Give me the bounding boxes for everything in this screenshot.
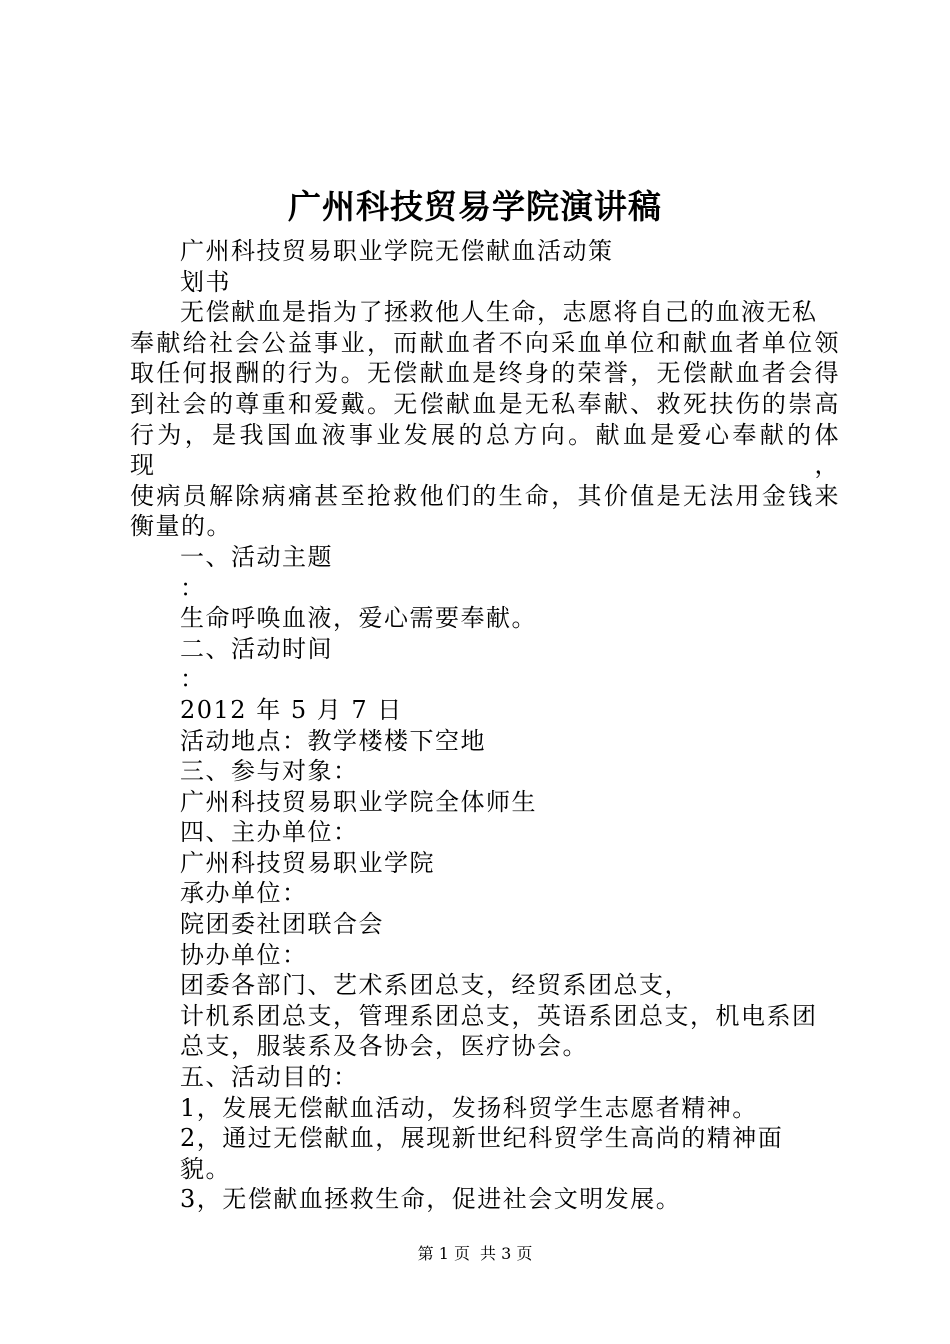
body-line: 承办单位： bbox=[180, 879, 308, 908]
body-line: 院团委社团联合会 bbox=[180, 910, 384, 939]
page-footer bbox=[0, 1243, 950, 1265]
body-line: 总支，服装系及各协会，医疗协会。 bbox=[180, 1032, 588, 1061]
section-heading: 二、活动时间 bbox=[180, 634, 333, 663]
body-line: 奉献给社会公益事业，而献血者不向采血单位和献血者单位领 bbox=[130, 328, 840, 357]
body-line: 协办单位： bbox=[180, 940, 308, 969]
section-heading: 四、主办单位： bbox=[180, 818, 359, 847]
document-body bbox=[130, 236, 840, 1215]
body-line: 使病员解除病痛甚至抢救他们的生命，其价值是无法用金钱来 bbox=[130, 481, 840, 510]
body-line: 1，发展无偿献血活动，发扬科贸学生志愿者精神。 bbox=[180, 1093, 758, 1122]
body-line: 划书 bbox=[180, 267, 231, 296]
body-line: 2012 年 5 月 7 日 bbox=[180, 695, 403, 724]
page-total: 共 3 页 bbox=[480, 1244, 533, 1263]
document-title: 广州科技贸易学院演讲稿 bbox=[288, 187, 662, 226]
page-number: 第 1 页 bbox=[417, 1244, 470, 1263]
section-heading: 一、活动主题 bbox=[180, 542, 333, 571]
body-line: 生命呼唤血液，爱心需要奉献。 bbox=[180, 604, 537, 633]
body-line: 行为，是我国血液事业发展的总方向。献血是爱心奉献的体现， bbox=[130, 420, 840, 480]
body-line: 广州科技贸易职业学院全体师生 bbox=[180, 787, 537, 816]
body-line: 活动地点：教学楼楼下空地 bbox=[180, 726, 486, 755]
section-heading: 五、活动目的： bbox=[180, 1063, 359, 1092]
body-line: 貌。 bbox=[180, 1154, 231, 1183]
body-line: 无偿献血是指为了拯救他人生命，志愿将自己的血液无私 bbox=[180, 298, 818, 327]
body-line: ： bbox=[180, 573, 206, 602]
body-line: 团委各部门、艺术系团总支，经贸系团总支， bbox=[180, 971, 690, 1000]
body-line: 2，通过无偿献血，展现新世纪科贸学生高尚的精神面 bbox=[180, 1124, 784, 1153]
body-line: 取任何报酬的行为。无偿献血是终身的荣誉，无偿献血者会得 bbox=[130, 359, 840, 388]
body-line: 3，无偿献血拯救生命，促进社会文明发展。 bbox=[180, 1185, 682, 1214]
body-line: 到社会的尊重和爱戴。无偿献血是无私奉献、救死扶伤的崇高 bbox=[130, 389, 840, 418]
body-line: 计机系团总支，管理系团总支，英语系团总支，机电系团 bbox=[180, 1001, 818, 1030]
body-line: ： bbox=[180, 665, 206, 694]
body-line: 广州科技贸易职业学院 bbox=[180, 848, 435, 877]
body-line: 广州科技贸易职业学院无偿献血活动策 bbox=[180, 237, 614, 265]
body-line: 衡量的。 bbox=[130, 512, 232, 541]
section-heading: 三、参与对象： bbox=[180, 757, 359, 786]
